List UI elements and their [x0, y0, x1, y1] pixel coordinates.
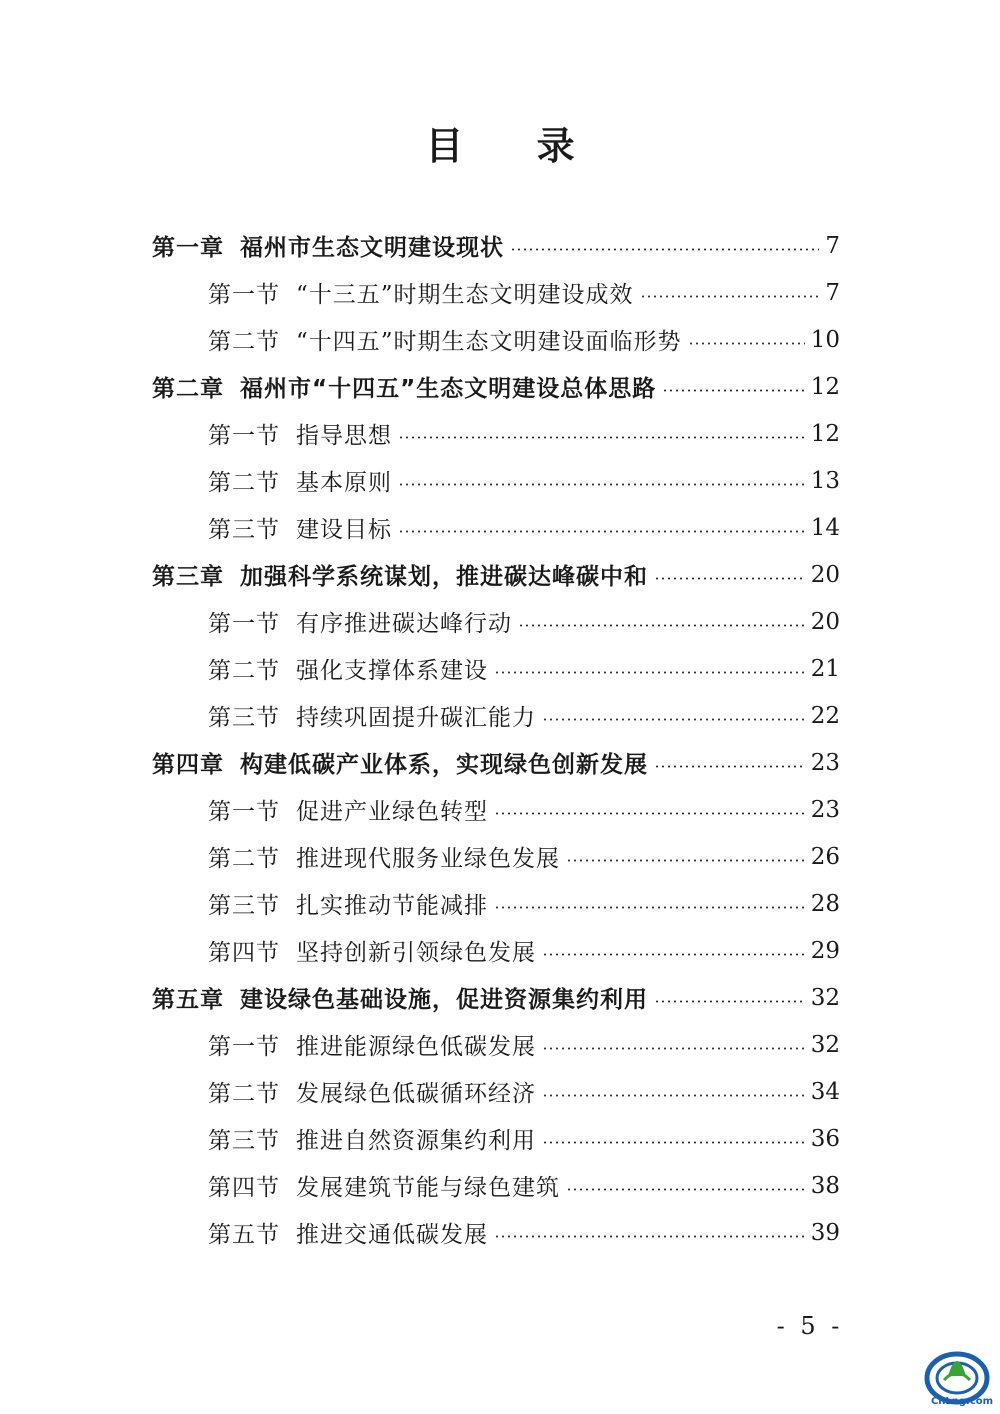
toc-entry-label: [208, 511, 392, 544]
toc-entry-number: 第三节: [208, 705, 280, 731]
toc-entry-label: [208, 652, 488, 685]
toc-entry-label: [152, 229, 504, 262]
toc-entry-number: 第二节: [208, 329, 280, 355]
toc-entry-label: [208, 793, 488, 826]
toc-page-number: 22: [810, 702, 840, 729]
toc-dot-leader: [654, 1000, 805, 1003]
toc-entry-title: 扎实推动节能减排: [296, 893, 488, 919]
toc-section-entry[interactable]: [152, 269, 840, 316]
toc-section-entry[interactable]: [152, 1115, 840, 1162]
toc-entry-number: 第三节: [208, 893, 280, 919]
toc-page-number: 14: [810, 514, 840, 541]
toc-entry-number: 第三节: [208, 1128, 280, 1154]
toc-entry-label: [208, 605, 512, 638]
toc-entry-label: [208, 1075, 536, 1108]
toc-entry-label: [152, 558, 648, 591]
toc-entry-number: 第一节: [208, 282, 280, 308]
toc-dot-leader: [494, 1235, 805, 1238]
toc-dot-leader: [398, 483, 805, 486]
toc-entry-label: [208, 464, 392, 497]
toc-section-entry[interactable]: [152, 598, 840, 645]
toc-entry-title: 基本原则: [296, 470, 392, 496]
toc-entry-number: 第五节: [208, 1222, 280, 1248]
toc-entry-label: [208, 417, 392, 450]
table-of-contents: [152, 222, 840, 1256]
toc-entry-number: 第四节: [208, 940, 280, 966]
toc-page-number: 21: [810, 655, 840, 682]
toc-entry-label: [208, 1169, 560, 1202]
toc-entry-number: 第一节: [208, 799, 280, 825]
toc-page-number: 36: [810, 1125, 840, 1152]
toc-dot-leader: [510, 248, 819, 251]
toc-entry-label: [208, 276, 634, 309]
toc-page-number: 38: [810, 1172, 840, 1199]
toc-entry-title: “十三五”时期生态文明建设成效: [296, 282, 634, 308]
page-title: 目 录: [425, 124, 605, 168]
toc-entry-label: [152, 746, 648, 779]
toc-dot-leader: [398, 436, 805, 439]
toc-section-entry[interactable]: [152, 1162, 840, 1209]
toc-dot-leader: [542, 1047, 805, 1050]
toc-entry-number: 第一章: [152, 235, 224, 261]
toc-section-entry[interactable]: [152, 833, 840, 880]
toc-entry-title: 建设目标: [296, 517, 392, 543]
toc-entry-number: 第二章: [152, 376, 224, 402]
toc-page-number: 32: [810, 984, 840, 1011]
toc-page-number: 10: [810, 326, 840, 353]
toc-section-entry[interactable]: [152, 410, 840, 457]
toc-entry-number: 第三章: [152, 564, 224, 590]
toc-entry-label: [208, 699, 536, 732]
toc-entry-title: 福州市“十四五”生态文明建设总体思路: [240, 376, 657, 402]
toc-page-number: 12: [810, 420, 840, 447]
toc-section-entry[interactable]: [152, 880, 840, 927]
toc-entry-title: 推进自然资源集约利用: [296, 1128, 536, 1154]
toc-page-number: 34: [810, 1078, 840, 1105]
toc-dot-leader: [494, 812, 805, 815]
toc-entry-title: 指导思想: [296, 423, 392, 449]
toc-entry-label: [208, 840, 560, 873]
toc-section-entry[interactable]: [152, 457, 840, 504]
toc-chapter-entry[interactable]: [152, 551, 840, 598]
toc-entry-label: [208, 1216, 488, 1249]
toc-page-number: 29: [810, 937, 840, 964]
toc-dot-leader: [518, 624, 805, 627]
toc-entry-number: 第三节: [208, 517, 280, 543]
toc-section-entry[interactable]: [152, 504, 840, 551]
toc-entry-title: 推进能源绿色低碳发展: [296, 1034, 536, 1060]
toc-page-number: 23: [810, 796, 840, 823]
toc-entry-title: 发展绿色低碳循环经济: [296, 1081, 536, 1107]
watermark-text: CnLng.com: [930, 1396, 994, 1407]
toc-entry-number: 第一节: [208, 1034, 280, 1060]
toc-chapter-entry[interactable]: [152, 974, 840, 1021]
toc-entry-title: 有序推进碳达峰行动: [296, 611, 512, 637]
toc-section-entry[interactable]: [152, 1068, 840, 1115]
toc-section-entry[interactable]: [152, 786, 840, 833]
toc-page-number: 20: [810, 608, 840, 635]
toc-entry-title: 坚持创新引领绿色发展: [296, 940, 536, 966]
toc-entry-number: 第二节: [208, 846, 280, 872]
toc-entry-label: [208, 1122, 536, 1155]
toc-entry-title: 福州市生态文明建设现状: [240, 235, 504, 261]
toc-entry-title: 持续巩固提升碳汇能力: [296, 705, 536, 731]
toc-dot-leader: [542, 1094, 805, 1097]
toc-page-number: 23: [810, 749, 840, 776]
page-number: - 5 -: [776, 1312, 844, 1340]
toc-entry-label: [208, 934, 536, 967]
toc-dot-leader: [566, 1188, 805, 1191]
toc-page-number: 32: [810, 1031, 840, 1058]
toc-entry-title: “十四五”时期生态文明建设面临形势: [296, 329, 682, 355]
toc-dot-leader: [654, 765, 805, 768]
toc-chapter-entry[interactable]: [152, 222, 840, 269]
toc-entry-title: 加强科学系统谋划，推进碳达峰碳中和: [240, 564, 648, 590]
toc-dot-leader: [398, 530, 805, 533]
toc-dot-leader: [542, 1141, 805, 1144]
toc-page-number: 26: [810, 843, 840, 870]
toc-entry-number: 第四节: [208, 1175, 280, 1201]
toc-entry-title: 推进交通低碳发展: [296, 1222, 488, 1248]
toc-entry-title: 推进现代服务业绿色发展: [296, 846, 560, 872]
toc-dot-leader: [640, 295, 820, 298]
toc-page-number: 20: [810, 561, 840, 588]
toc-page-number: 7: [825, 279, 840, 306]
toc-section-entry[interactable]: [152, 316, 840, 363]
toc-entry-number: 第四章: [152, 752, 224, 778]
toc-dot-leader: [494, 906, 805, 909]
toc-entry-title: 促进产业绿色转型: [296, 799, 488, 825]
toc-entry-title: 建设绿色基础设施，促进资源集约利用: [240, 987, 648, 1013]
toc-section-entry[interactable]: [152, 692, 840, 739]
toc-dot-leader: [662, 389, 804, 392]
toc-section-entry[interactable]: [152, 1021, 840, 1068]
toc-section-entry[interactable]: [152, 645, 840, 692]
toc-entry-number: 第二节: [208, 658, 280, 684]
toc-dot-leader: [566, 859, 805, 862]
toc-dot-leader: [542, 953, 805, 956]
toc-page-number: 28: [810, 890, 840, 917]
toc-entry-title: 发展建筑节能与绿色建筑: [296, 1175, 560, 1201]
toc-dot-leader: [542, 718, 805, 721]
toc-page-number: 7: [825, 232, 840, 259]
toc-entry-title: 强化支撑体系建设: [296, 658, 488, 684]
toc-entry-number: 第五章: [152, 987, 224, 1013]
toc-entry-number: 第一节: [208, 423, 280, 449]
toc-chapter-entry[interactable]: [152, 363, 840, 410]
toc-entry-label: [208, 323, 682, 356]
toc-section-entry[interactable]: [152, 1209, 840, 1256]
toc-page-number: 12: [810, 373, 840, 400]
toc-entry-number: 第一节: [208, 611, 280, 637]
toc-section-entry[interactable]: [152, 927, 840, 974]
toc-entry-title: 构建低碳产业体系，实现绿色创新发展: [240, 752, 648, 778]
toc-entry-label: [152, 370, 656, 403]
toc-entry-label: [208, 1028, 536, 1061]
toc-entry-label: [208, 887, 488, 920]
toc-page-number: 13: [810, 467, 840, 494]
toc-entry-number: 第二节: [208, 470, 280, 496]
toc-dot-leader: [688, 342, 805, 345]
toc-dot-leader: [654, 577, 805, 580]
toc-entry-number: 第二节: [208, 1081, 280, 1107]
toc-entry-label: [152, 981, 648, 1014]
toc-page-number: 39: [810, 1219, 840, 1246]
toc-chapter-entry[interactable]: [152, 739, 840, 786]
toc-dot-leader: [494, 671, 805, 674]
